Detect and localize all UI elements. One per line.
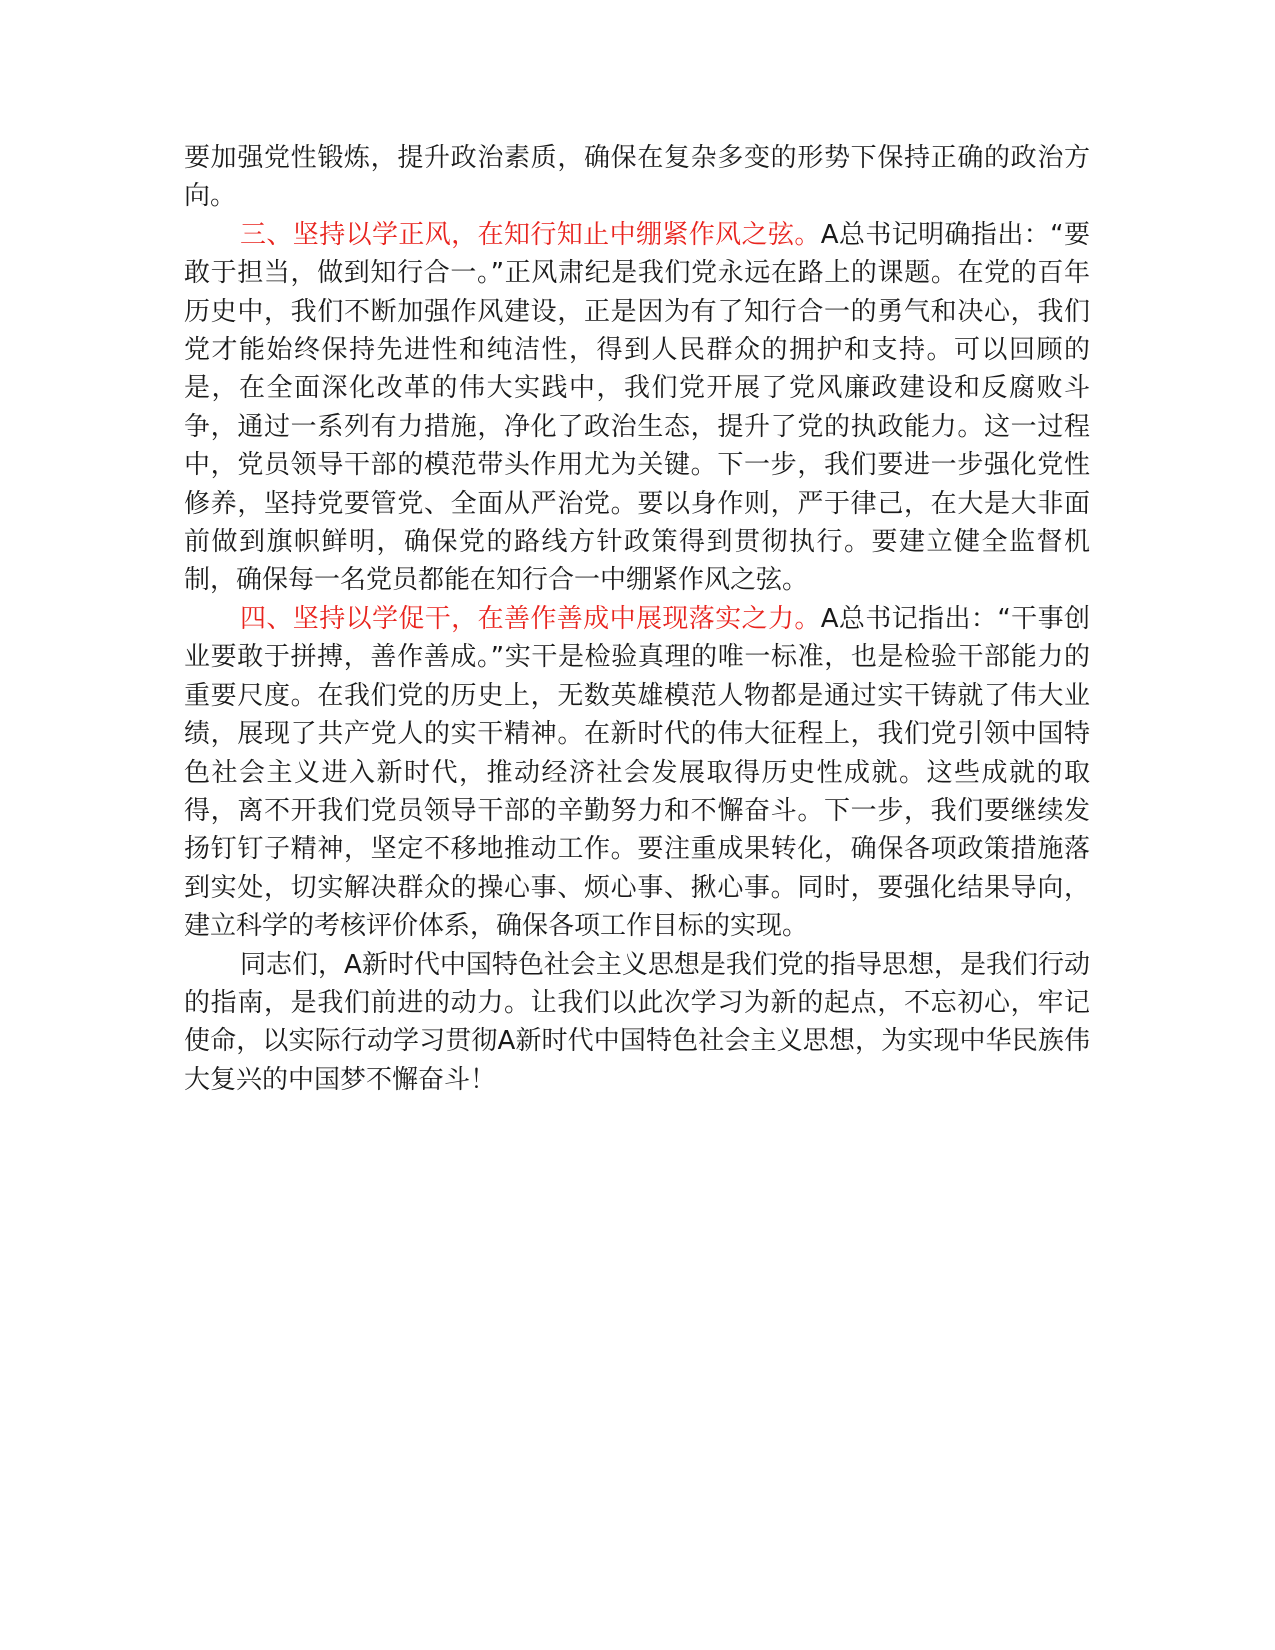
section-heading: 四、坚持以学促干，在善作善成中展现落实之力。 (240, 603, 821, 634)
paragraph-continuation (184, 139, 1090, 216)
section-heading: 三、坚持以学正风，在知行知止中绷紧作风之弦。 (240, 219, 821, 250)
section-three-paragraph (184, 216, 1090, 600)
paragraph-body: 要加强党性锻炼，提升政治素质，确保在复杂多变的形势下保持正确的政治方向。 (184, 143, 1090, 212)
section-four-paragraph (184, 600, 1090, 946)
document-page (184, 139, 1090, 1099)
closing-paragraph (184, 946, 1090, 1100)
paragraph-body: 同志们，A新时代中国特色社会主义思想是我们党的指导思想，是我们行动的指南，是我们前进的动力。让我们以此次学习为新的起点，不忘初心，牢记使命，以实际行动学习贯彻A新时代中国特色社会主义思想，为实现中华民族伟大复兴的中国梦不懈奋斗！ (184, 949, 1090, 1095)
paragraph-body: A总书记明确指出：“要敢于担当，做到知行合一。”正风肃纪是我们党永远在路上的课题。在党的百年历史中，我们不断加强作风建设，正是因为有了知行合一的勇气和决心，我们党才能始终保持先进性和纯洁性，得到人民群众的拥护和支持。可以回顾的是，在全面深化改革的伟大实践中，我们党开展了党风廉政建设和反腐败斗争，通过一系列有力措施，净化了政治生态，提升了党的执政能力。这一过程中，党员领导干部的模范带头作用尤为关键。下一步，我们要进一步强化党性修养，坚持党要管党、全面从严治党。要以身作则，严于律己，在大是大非面前做到旗帜鲜明，确保党的路线方针政策得到贯彻执行。要建立健全监督机制，确保每一名党员都能在知行合一中绷紧作风之弦。 (184, 219, 1090, 596)
paragraph-body: A总书记指出：“干事创业要敢于拼搏，善作善成。”实干是检验真理的唯一标准，也是检验干部能力的重要尺度。在我们党的历史上，无数英雄模范人物都是通过实干铸就了伟大业绩，展现了共产党人的实干精神。在新时代的伟大征程上，我们党引领中国特色社会主义进入新时代，推动经济社会发展取得历史性成就。这些成就的取得，离不开我们党员领导干部的辛勤努力和不懈奋斗。下一步，我们要继续发扬钉钉子精神，坚定不移地推动工作。要注重成果转化，确保各项政策措施落到实处，切实解决群众的操心事、烦心事、揪心事。同时，要强化结果导向，建立科学的考核评价体系，确保各项工作目标的实现。 (184, 603, 1090, 942)
